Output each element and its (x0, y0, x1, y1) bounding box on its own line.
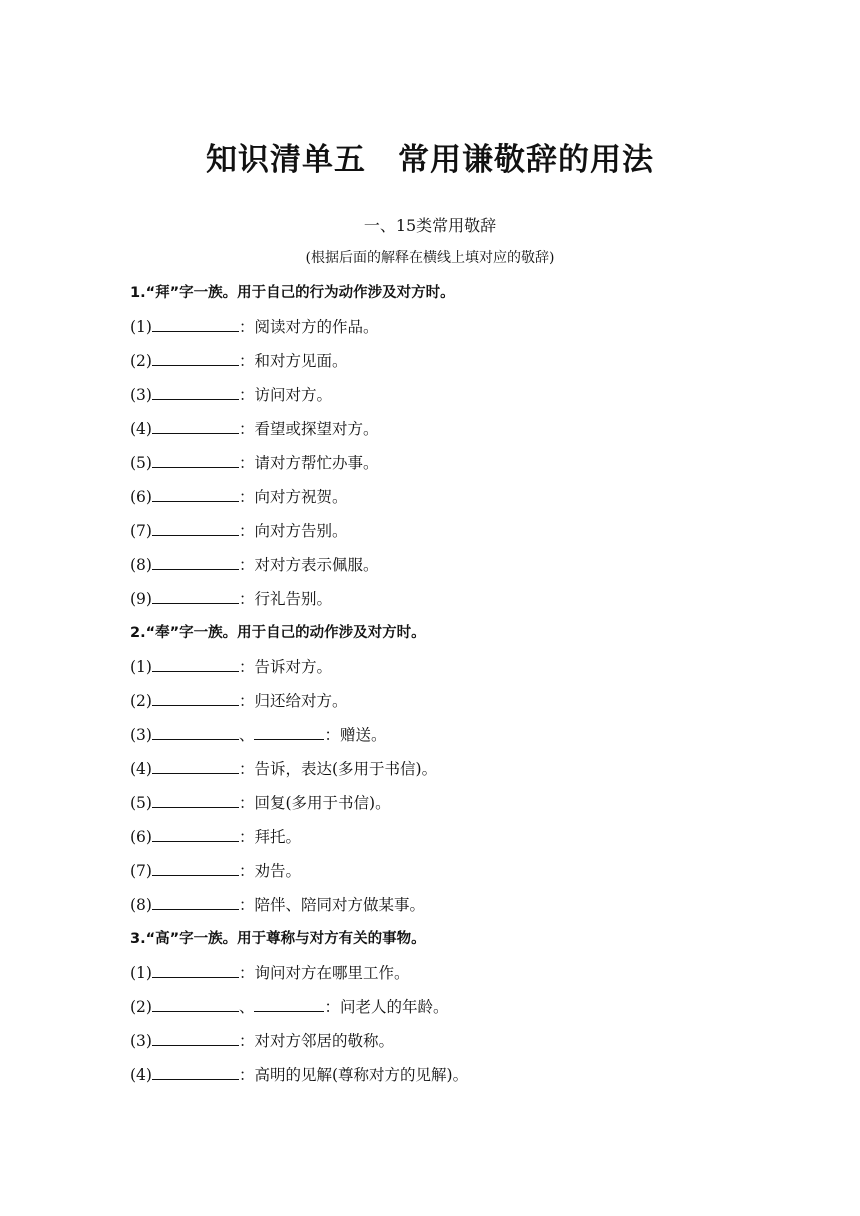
exercise-item (130, 656, 770, 690)
item-number: (7) (130, 862, 152, 880)
answer-blank[interactable] (254, 996, 324, 1012)
answer-blank[interactable] (152, 962, 239, 978)
item-explanation: ：对对方表示佩服。 (238, 556, 379, 574)
answer-blank[interactable] (152, 894, 239, 910)
answer-blank[interactable] (152, 996, 239, 1012)
item-explanation: ：回复(多用于书信)。 (238, 794, 391, 812)
item-explanation: ：行礼告别。 (238, 590, 332, 608)
exercise-item (130, 1030, 770, 1064)
item-explanation: ：对对方邻居的敬称。 (238, 1032, 394, 1050)
exercise-item (130, 486, 770, 520)
item-explanation: ：高明的见解(尊称对方的见解)。 (238, 1066, 469, 1084)
exercise-item (130, 384, 770, 418)
item-number: (3) (130, 386, 152, 404)
answer-blank[interactable] (152, 588, 239, 604)
answer-blank[interactable] (152, 1030, 239, 1046)
item-explanation: ：拜托。 (238, 828, 301, 846)
item-number: (7) (130, 522, 152, 540)
item-explanation: ：向对方告别。 (238, 522, 348, 540)
page-title: 知识清单五 常用谦敬辞的用法 (206, 142, 654, 178)
answer-blank[interactable] (152, 860, 239, 876)
exercise-item (130, 1064, 770, 1098)
item-explanation: ：陪伴、陪同对方做某事。 (238, 896, 425, 914)
item-number: (4) (130, 760, 152, 778)
item-number: (2) (130, 692, 152, 710)
exercise-item (130, 860, 770, 894)
exercise-list (130, 282, 770, 1098)
item-explanation: ：请对方帮忙办事。 (238, 454, 379, 472)
exercise-item (130, 996, 770, 1030)
exercise-item (130, 588, 770, 622)
answer-blank[interactable] (152, 384, 239, 400)
item-explanation: ：阅读对方的作品。 (238, 318, 379, 336)
answer-blank[interactable] (152, 758, 239, 774)
item-number: (5) (130, 794, 152, 812)
section-title: 一、15类常用敬辞 (363, 216, 497, 235)
group-heading: 2.“奉”字一族。用于自己的动作涉及对方时。 (130, 625, 426, 641)
item-explanation: ：赠送。 (324, 726, 387, 744)
answer-blank[interactable] (152, 792, 239, 808)
item-number: (6) (130, 488, 152, 506)
answer-blank[interactable] (152, 554, 239, 570)
blank-separator: 、 (238, 998, 255, 1016)
exercise-item (130, 894, 770, 928)
exercise-item (130, 316, 770, 350)
exercise-item (130, 826, 770, 860)
answer-blank[interactable] (152, 656, 239, 672)
answer-blank[interactable] (152, 316, 239, 332)
item-number: (9) (130, 590, 152, 608)
item-number: (2) (130, 998, 152, 1016)
group-heading: 1.“拜”字一族。用于自己的行为动作涉及对方时。 (130, 285, 455, 301)
exercise-item (130, 418, 770, 452)
item-number: (1) (130, 964, 152, 982)
exercise-item (130, 690, 770, 724)
item-explanation: ：问老人的年龄。 (324, 998, 449, 1016)
item-number: (1) (130, 658, 152, 676)
item-number: (3) (130, 726, 152, 744)
exercise-item (130, 724, 770, 758)
exercise-item (130, 962, 770, 996)
answer-blank[interactable] (152, 486, 239, 502)
group-heading: 3.“高”字一族。用于尊称与对方有关的事物。 (130, 931, 426, 947)
item-number: (8) (130, 896, 152, 914)
item-explanation: ：看望或探望对方。 (238, 420, 379, 438)
exercise-item (130, 554, 770, 588)
item-explanation: ：告诉对方。 (238, 658, 332, 676)
item-explanation: ：归还给对方。 (238, 692, 348, 710)
answer-blank[interactable] (152, 520, 239, 536)
exercise-item (130, 758, 770, 792)
answer-blank[interactable] (152, 350, 239, 366)
answer-blank[interactable] (152, 826, 239, 842)
answer-blank[interactable] (152, 452, 239, 468)
blank-separator: 、 (238, 726, 255, 744)
exercise-item (130, 520, 770, 554)
item-number: (1) (130, 318, 152, 336)
item-explanation: ：告诉，表达(多用于书信)。 (238, 760, 438, 778)
exercise-item (130, 792, 770, 826)
answer-blank[interactable] (254, 724, 324, 740)
item-explanation: ：劝告。 (238, 862, 301, 880)
item-number: (3) (130, 1032, 152, 1050)
item-number: (5) (130, 454, 152, 472)
item-explanation: ：询问对方在哪里工作。 (238, 964, 410, 982)
item-number: (4) (130, 420, 152, 438)
section-note: (根据后面的解释在横线上填对应的敬辞) (305, 250, 555, 266)
item-number: (4) (130, 1066, 152, 1084)
item-explanation: ：和对方见面。 (238, 352, 348, 370)
answer-blank[interactable] (152, 418, 239, 434)
item-number: (2) (130, 352, 152, 370)
answer-blank[interactable] (152, 724, 239, 740)
item-number: (8) (130, 556, 152, 574)
answer-blank[interactable] (152, 690, 239, 706)
item-explanation: ：向对方祝贺。 (238, 488, 348, 506)
exercise-item (130, 350, 770, 384)
exercise-item (130, 452, 770, 486)
item-explanation: ：访问对方。 (238, 386, 332, 404)
item-number: (6) (130, 828, 152, 846)
answer-blank[interactable] (152, 1064, 239, 1080)
